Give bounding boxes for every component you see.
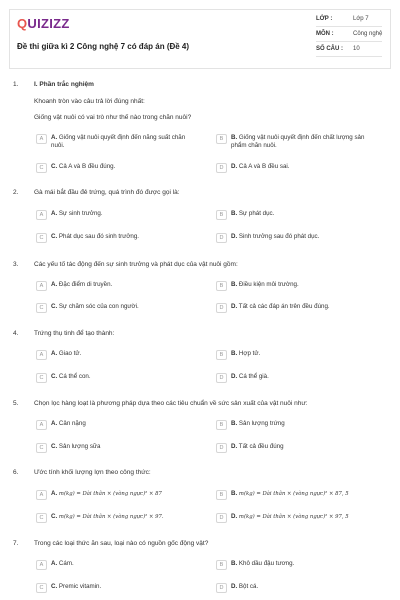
option-c[interactable]: C C. Premic vitamin.: [36, 583, 198, 593]
option-a[interactable]: A A. Sự sinh trưởng.: [36, 210, 198, 220]
meta-class: LỚP : Lớp 7: [316, 16, 369, 22]
formula: m(kg) = Dài thân × (vòng ngực)² × 87, 5: [238, 491, 349, 497]
meta-divider: [316, 26, 382, 27]
question-text: Giống vật nuôi có vai trò như thế nào trong chăn nuôi?: [34, 114, 192, 121]
question-text: Gà mái bắt đầu đẻ trứng, quá trình đó được gọi là:: [34, 189, 180, 196]
option-a[interactable]: A A. m(kg) = Dài thân × (vòng ngực)² × 87: [36, 490, 198, 500]
option-b[interactable]: B B. Hợp tử.: [216, 350, 381, 360]
formula: m(kg) = Dài thân × (vòng ngực)² × 97, 5: [238, 514, 349, 520]
section-heading: I. Phần trắc nghiệm: [34, 81, 94, 88]
option-c[interactable]: C C. Sự chăm sóc của con người.: [36, 303, 198, 313]
question-text: Các yếu tố tác động đến sự sinh trưởng và phát dục của vật nuôi gồm:: [34, 261, 238, 268]
option-a[interactable]: A A. Cân nặng: [36, 420, 198, 430]
option-d[interactable]: D D. Cả A và B đều sai.: [216, 163, 381, 173]
option-c[interactable]: C C. m(kg) = Dài thân × (vòng ngực)² × 97.: [36, 513, 198, 523]
option-d[interactable]: D D. Tất cả các đáp án trên đều đúng.: [216, 303, 381, 313]
option-d[interactable]: D D. Bột cá.: [216, 583, 381, 593]
option-d[interactable]: D D. Tất cả đều đúng: [216, 443, 381, 453]
meta-divider: [316, 56, 382, 57]
option-c[interactable]: C C. Cá thể con.: [36, 373, 198, 383]
quizizz-logo: QUIZIZZ: [17, 16, 70, 31]
option-d[interactable]: D D. Cá thể già.: [216, 373, 381, 383]
worksheet-title: Đề thi giữa kì 2 Công nghệ 7 có đáp án (Đề 4): [17, 42, 190, 51]
question-text: Chọn lọc hàng loạt là phương pháp dựa theo các tiêu chuẩn về sức sản xuất của vật nuôi như:: [34, 400, 308, 407]
option-c[interactable]: C C. Phát dục sau đó sinh trưởng.: [36, 233, 198, 243]
option-b[interactable]: B B. Sản lượng trứng: [216, 420, 381, 430]
option-a[interactable]: A A. Giao tử.: [36, 350, 198, 360]
option-a[interactable]: A A. Cám.: [36, 560, 198, 570]
option-c[interactable]: C C. Sản lượng sữa: [36, 443, 198, 453]
option-b[interactable]: B B. Điều kiện môi trường.: [216, 281, 381, 291]
meta-divider: [316, 41, 382, 42]
option-b[interactable]: B B. Khô dầu đậu tương.: [216, 560, 381, 570]
question-text: Trứng thụ tinh để tạo thành:: [34, 330, 115, 337]
question-text: Ước tính khối lượng lợn theo công thức:: [34, 469, 151, 476]
formula: m(kg) = Dài thân × (vòng ngực)² × 97.: [58, 514, 164, 520]
option-c[interactable]: C C. Cả A và B đều đúng.: [36, 163, 198, 173]
worksheet-page: QUIZIZZ Đề thi giữa kì 2 Công nghệ 7 có đáp án (Đề 4) LỚP : Lớp 7 MÔN : Công nghệ SỐ CÂU : 10 1. I. Phần trắc nghiệm Khoanh tròn vào câu trả lời đúng nhất: Giống vật nuôi có vai trò như thế nào trong chăn nuôi? A A. Giống vật nuôi quyết định đến năng suất chăn nuôi. B B. Giống vật nuôi quyết định đến chất lượng sản phẩm chăn nuôi. C C. Cả A và B đều đúng. D D. Cả A và B đều sai. 2. Gà mái bắt đầu đẻ trứng, quá trình đó được gọi là: A A. Sự sinh trưởng. B B. Sự phát dục. C C. Phát dục sau đó sinh trưởng. D D. Sinh trưởng sau đó phát dục. 3. Các yếu tố tác động đến sự sinh trưởng và phát dục của vật nuôi gồm: A A. Đặc điểm di truyền. B B. Điều kiện môi trường. C C. Sự chăm sóc của con người. D D. Tất cả các đáp án trên đều đúng. 4. Trứng thụ tinh để tạo thành: A A. Giao tử. B B. Hợp tử. C C. Cá thể con. D D. Cá thể già. 5. Chọn lọc hàng loạt là phương pháp dựa theo các tiêu chuẩn về sức sản xuất của vật nuôi như: A A. Cân nặng B B. Sản lượng trứng C C. Sản lượng sữa D D. Tất cả đều đúng 6. Ước tính khối lượng lợn theo công thức: A A. m(kg) = Dài thân × (vòng ngực)² × 87 B B. m(kg) = Dài thân × (vòng ngực)² × 87, 5 C C. m(kg) = Dài thân × (vòng ngực)² × 97. D D. m(kg) = Dài thân × (vòng ngực)² × 97, 5 7. Trong các loại thức ăn sau, loại nào có nguồn gốc động vật? A A. Cám. B B. Khô dầu đậu tương. C C. Premic vitamin. D D. Bột cá.: [0, 0, 400, 600]
question-text: Trong các loại thức ăn sau, loại nào có nguồn gốc động vật?: [34, 540, 209, 547]
option-b[interactable]: B B. Giống vật nuôi quyết định đến chất lượng sản phẩm chăn nuôi.: [216, 134, 381, 150]
option-d[interactable]: D D. Sinh trưởng sau đó phát dục.: [216, 233, 381, 243]
meta-subject: MÔN : Công nghệ: [316, 31, 383, 37]
option-b[interactable]: B B. Sự phát dục.: [216, 210, 381, 220]
question-instruction: Khoanh tròn vào câu trả lời đúng nhất:: [34, 98, 145, 105]
meta-count: SỐ CÂU : 10: [316, 46, 360, 52]
formula: m(kg) = Dài thân × (vòng ngực)² × 87: [58, 491, 162, 497]
option-b[interactable]: B B. m(kg) = Dài thân × (vòng ngực)² × 87, 5: [216, 490, 381, 500]
option-a[interactable]: A A. Đặc điểm di truyền.: [36, 281, 198, 291]
option-d[interactable]: D D. m(kg) = Dài thân × (vòng ngực)² × 97, 5: [216, 513, 381, 523]
option-a[interactable]: A A. Giống vật nuôi quyết định đến năng suất chăn nuôi.: [36, 134, 198, 150]
